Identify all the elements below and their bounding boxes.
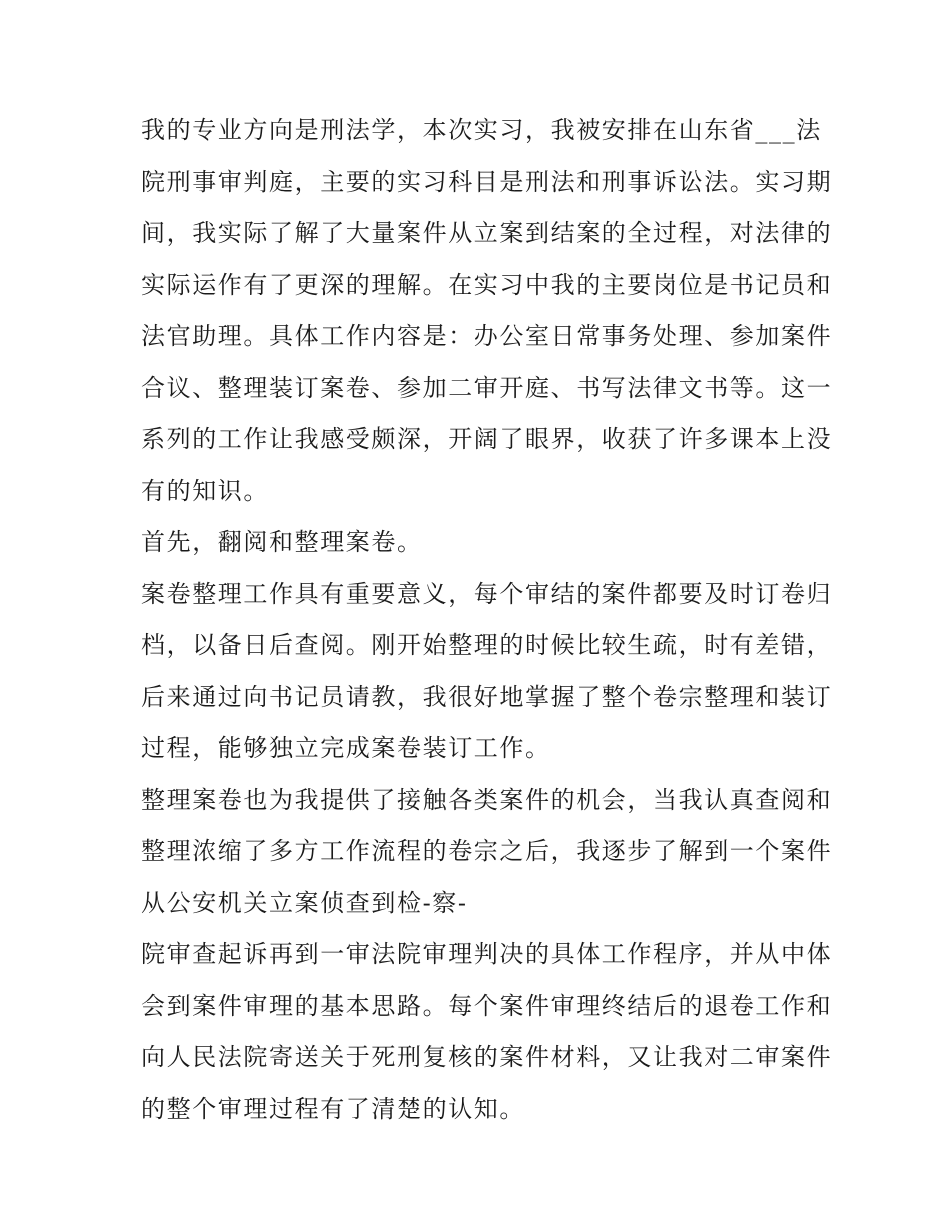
- text-line: 过程，能够独立完成案卷装订工作。: [141, 734, 551, 762]
- text-line: 整理案卷也为我提供了接触各类案件的机会，当我认真查阅和: [141, 786, 833, 814]
- text-line: 后来通过向书记员请教，我很好地掌握了整个卷宗整理和装订: [141, 683, 833, 711]
- text-line: 会到案件审理的基本思路。每个案件审理终结后的退卷工作和: [141, 992, 833, 1020]
- text-line: 实际运作有了更深的理解。在实习中我的主要岗位是书记员和: [141, 271, 833, 299]
- text-line: 向人民法院寄送关于死刑复核的案件材料，又让我对二审案件: [141, 1043, 833, 1071]
- text-line: 从公安机关立案侦查到检-察-: [141, 889, 468, 917]
- text-line: 间，我实际了解了大量案件从立案到结案的全过程，对法律的: [141, 219, 833, 247]
- text-line: 首先，翻阅和整理案卷。: [141, 528, 423, 556]
- text-line: 系列的工作让我感受颇深，开阔了眼界，收获了许多课本上没: [141, 425, 833, 453]
- text-line: 案卷整理工作具有重要意义，每个审结的案件都要及时订卷归: [141, 580, 833, 608]
- text-line: 档，以备日后查阅。刚开始整理的时候比较生疏，时有差错，: [141, 631, 833, 659]
- text-line: 院审查起诉再到一审法院审理判决的具体工作程序，并从中体: [141, 940, 833, 968]
- text-line: 合议、整理装订案卷、参加二审开庭、书写法律文书等。这一: [141, 374, 833, 402]
- text-line: 整理浓缩了多方工作流程的卷宗之后，我逐步了解到一个案件: [141, 837, 833, 865]
- text-line: 我的专业方向是刑法学，本次实习，我被安排在山东省___法: [141, 116, 822, 144]
- text-line: 法官助理。具体工作内容是：办公室日常事务处理、参加案件: [141, 322, 833, 350]
- text-line: 有的知识。: [141, 477, 269, 505]
- text-line: 的整个审理过程有了清楚的认知。: [141, 1095, 525, 1123]
- text-line: 院刑事审判庭，主要的实习科目是刑法和刑事诉讼法。实习期: [141, 168, 833, 196]
